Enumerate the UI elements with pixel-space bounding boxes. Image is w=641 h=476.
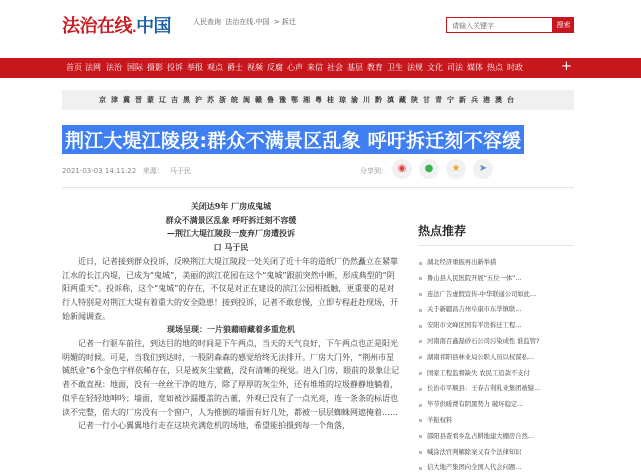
share-label: 分享到: bbox=[360, 167, 384, 175]
article-heading: 群众不满景区乱象 呼吁拆迁刻不容缓 bbox=[165, 214, 297, 225]
hot-item[interactable]: 毕节供暖费有阴黑势力 破坏稳定… bbox=[418, 397, 574, 413]
article-author: 马于民 bbox=[169, 167, 191, 175]
article-section-heading: 现场呈现：一片狼藉暗藏着多重危机 bbox=[167, 325, 295, 335]
weibo-icon[interactable]: ◉ bbox=[392, 159, 412, 179]
province-link[interactable]: 吉 bbox=[171, 96, 178, 104]
article-title: 荆江大堤江陵段:群众不满景区乱象 呼吁拆迁刻不容缓 bbox=[62, 125, 524, 154]
province-link[interactable]: 宁 bbox=[447, 96, 454, 104]
province-link[interactable]: 港 bbox=[483, 96, 490, 104]
province-link[interactable]: 晋 bbox=[135, 96, 142, 104]
province-link[interactable]: 新 bbox=[459, 96, 466, 104]
hot-item[interactable]: 湖北经济重振再出新举措 bbox=[418, 255, 574, 271]
forward-icon[interactable]: ➤ bbox=[473, 159, 493, 179]
province-link[interactable]: 川 bbox=[363, 96, 370, 104]
province-link[interactable]: 澳 bbox=[495, 96, 502, 104]
nav-item[interactable]: 卫生 bbox=[387, 63, 403, 72]
nav-item[interactable]: 来信 bbox=[307, 63, 323, 72]
hot-item[interactable]: 国家工程监督缺失 农民工追款不支付 bbox=[418, 366, 574, 382]
hot-item[interactable]: 连法广告虚假宣传-中华联通公司如此… bbox=[418, 287, 574, 303]
province-link[interactable]: 粤 bbox=[315, 96, 322, 104]
province-strip bbox=[62, 90, 574, 110]
hot-item[interactable]: 河南南召鑫磊砂石公司污染成性 谁监管? bbox=[418, 334, 574, 350]
search-input[interactable]: 请输入关键字 bbox=[446, 17, 553, 33]
nav-item[interactable]: 时政 bbox=[507, 63, 523, 72]
search-button[interactable]: 搜索 bbox=[553, 17, 574, 33]
province-link[interactable]: 蒙 bbox=[147, 96, 154, 104]
province-link[interactable]: 陕 bbox=[411, 96, 418, 104]
article-paragraph: 记者一行小心翼翼地行走在这块充满危机的场地，希望能拍摄到每一个角落， bbox=[78, 421, 350, 431]
province-link[interactable]: 湘 bbox=[303, 96, 310, 104]
main-nav bbox=[0, 58, 641, 78]
hot-item[interactable]: 湖南祁阳县林业局公职人员以权谋私… bbox=[418, 350, 574, 366]
nav-item[interactable]: 教育 bbox=[367, 63, 383, 72]
nav-item[interactable]: 热点 bbox=[487, 63, 503, 72]
province-link[interactable]: 冀 bbox=[123, 96, 130, 104]
province-link[interactable]: 豫 bbox=[279, 96, 286, 104]
province-link[interactable]: 辽 bbox=[159, 96, 166, 104]
province-link[interactable]: 沪 bbox=[195, 96, 202, 104]
hot-item[interactable]: 关于新疆昌吉州阜康市东华镇联… bbox=[418, 302, 574, 318]
hot-item[interactable]: 安阳市文峰区国有平房拆迁工程… bbox=[418, 318, 574, 334]
article-byline: 口 马于民 bbox=[213, 242, 249, 253]
hot-item[interactable]: 羊振权料 bbox=[418, 413, 574, 429]
nav-item[interactable]: 摄影 bbox=[147, 63, 163, 72]
nav-item[interactable]: 社会 bbox=[327, 63, 343, 72]
nav-item[interactable]: 心声 bbox=[287, 63, 303, 72]
nav-item[interactable]: 法网 bbox=[85, 63, 101, 72]
hot-item[interactable]: 邵阳县查看乡乱占耕地建大棚房自然… bbox=[418, 429, 574, 445]
nav-item[interactable]: 国际 bbox=[127, 63, 143, 72]
nav-more-icon[interactable]: + bbox=[561, 59, 572, 74]
province-link[interactable]: 津 bbox=[111, 96, 118, 104]
province-link[interactable]: 黔 bbox=[375, 96, 382, 104]
nav-item[interactable]: 投诉 bbox=[167, 63, 183, 72]
province-link[interactable]: 琼 bbox=[339, 96, 346, 104]
nav-item[interactable]: 首页 bbox=[66, 63, 82, 72]
province-link[interactable]: 青 bbox=[435, 96, 442, 104]
province-link[interactable]: 渝 bbox=[351, 96, 358, 104]
hot-item[interactable]: 长治市平顺县：王春吉利乳业集团被疑… bbox=[418, 381, 574, 397]
article-meta bbox=[62, 166, 195, 176]
nav-item[interactable]: 基层 bbox=[347, 63, 363, 72]
hot-item[interactable]: 信大地产集团向全国人代会问题… bbox=[418, 460, 574, 476]
sidebar-hot bbox=[418, 222, 574, 476]
hot-list bbox=[418, 255, 574, 476]
sidebar-title: 热点推荐 bbox=[418, 222, 574, 246]
article-subheading: —荆江大堤江陵段一废弃厂房遭投诉 bbox=[167, 228, 295, 239]
province-link[interactable]: 浙 bbox=[219, 96, 226, 104]
province-link[interactable]: 藏 bbox=[399, 96, 406, 104]
nav-item[interactable]: 观点 bbox=[207, 63, 223, 72]
province-link[interactable]: 台 bbox=[507, 96, 514, 104]
article-body bbox=[62, 200, 400, 433]
nav-item[interactable]: 爵士 bbox=[227, 63, 243, 72]
province-link[interactable]: 兵 bbox=[471, 96, 478, 104]
breadcrumb-item[interactable]: 人民查询 bbox=[193, 18, 221, 26]
province-link[interactable]: 桂 bbox=[327, 96, 334, 104]
nav-item[interactable]: 司法 bbox=[447, 63, 463, 72]
province-link[interactable]: 赣 bbox=[255, 96, 262, 104]
breadcrumb-item[interactable]: > 拆迁 bbox=[273, 18, 296, 26]
site-logo[interactable]: 法治在线.中国 bbox=[62, 16, 172, 37]
nav-item[interactable]: 法规 bbox=[407, 63, 423, 72]
article-date: 2021-03-03 14:11:22 bbox=[62, 167, 137, 175]
article-source-label: 来源： bbox=[142, 167, 164, 175]
province-link[interactable]: 滇 bbox=[387, 96, 394, 104]
nav-item[interactable]: 反腐 bbox=[267, 63, 283, 72]
hot-item[interactable]: 喊涂法官判解除案又有个法律知识 bbox=[418, 445, 574, 461]
article-paragraph: 近日，记者接到群众投诉，反映荆江大堤江陵段一处关闭了近十年的造纸厂仍然矗立在紧靠江水的长江内堤，已成为“鬼城”，美丽的滨江花园在这个“鬼城”跟前突然中断，形成典型的“阴阳两重天”。投诉称，这个“鬼城”的存在，不仅是对正在建设的滨江公园相抵触，更重要的是对行人特别是对荆江大堤有着重大的安全隐患！接到投诉，记者不敢怠慢，立即专程赶赴现场，开始新闻调查。 bbox=[62, 256, 398, 321]
province-link[interactable]: 黑 bbox=[183, 96, 190, 104]
nav-item[interactable]: 媒体 bbox=[467, 63, 483, 72]
nav-item[interactable]: 文化 bbox=[427, 63, 443, 72]
site-header bbox=[0, 0, 641, 52]
nav-item[interactable]: 视频 bbox=[247, 63, 263, 72]
province-link[interactable]: 苏 bbox=[207, 96, 214, 104]
province-link[interactable]: 甘 bbox=[423, 96, 430, 104]
province-link[interactable]: 京 bbox=[99, 96, 106, 104]
breadcrumb bbox=[193, 17, 298, 27]
province-link[interactable]: 皖 bbox=[231, 96, 238, 104]
province-link[interactable]: 闽 bbox=[243, 96, 250, 104]
article-heading: 关闭达9年 厂房成鬼城 bbox=[190, 201, 272, 211]
wechat-icon[interactable]: ● bbox=[419, 159, 439, 179]
province-link[interactable]: 鲁 bbox=[267, 96, 274, 104]
qzone-icon[interactable]: ★ bbox=[446, 159, 466, 179]
nav-item[interactable]: 举报 bbox=[187, 63, 203, 72]
divider bbox=[62, 187, 574, 188]
province-link[interactable]: 鄂 bbox=[291, 96, 298, 104]
article-paragraph: 记者一行驱车前往，到达目的地的时间是下午两点，当天的天气良好，下午两点也正是阳光明媚的时候。可是，当我们到达时，一股阴森森的感觉给终无法排开。厂房大门外，“荆州市星铖纸业”6个金色字样依稀存在，只是被灰尘蒙蔽，没有清晰的视觉。进入门房，眼前的景象让记者不敢直视：地面，没有一丝丝干净的地方，除了厚厚的灰尘外，还有堆堆的垃圾静静地躺着，似乎在轻轻地呻吟；墙面，宽如被沙漏覆盖的古董，外观已没有了一点光亮，连一条条的标语也读不完整，偌大的厂房没有一个窗户，人为推倒的墙面有好几处，都被一层层蜘蛛网遮掩着…… bbox=[62, 339, 400, 417]
article-title-wrap bbox=[62, 125, 524, 154]
breadcrumb-item[interactable]: 法治在线.中国 bbox=[225, 18, 270, 26]
hot-item[interactable]: 鲁山县人民医院开展“五位一体”… bbox=[418, 271, 574, 287]
nav-item[interactable]: 法治 bbox=[106, 63, 122, 72]
